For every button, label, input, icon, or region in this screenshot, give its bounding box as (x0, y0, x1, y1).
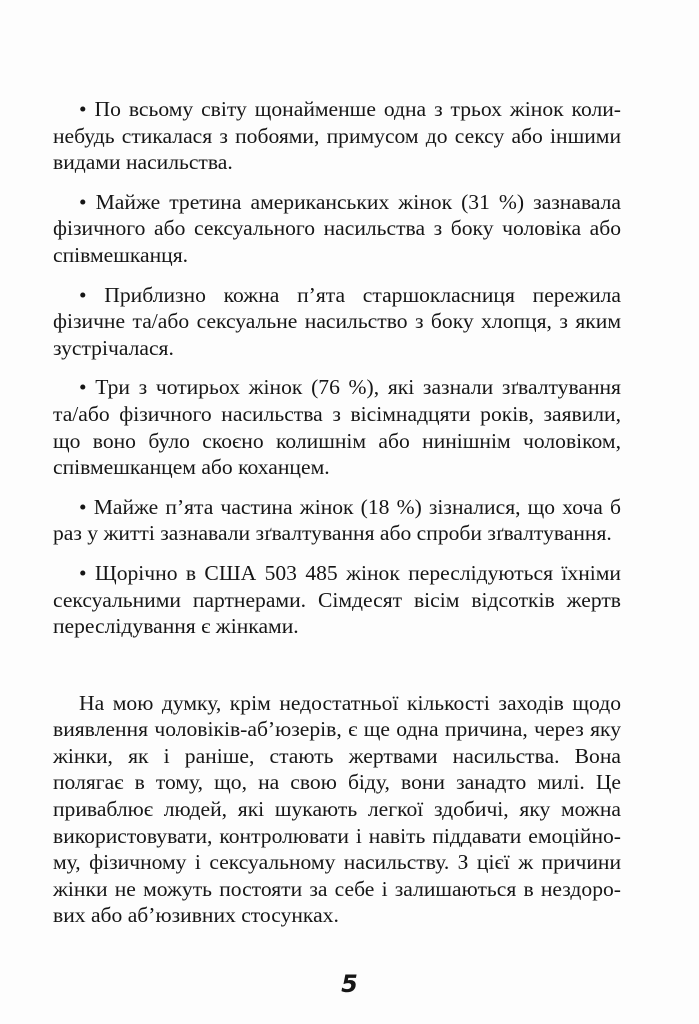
text-column (53, 96, 621, 929)
statistic-item: • Щорічно в США 503 485 жінок переслідуються їхніми сексуальними партнерами. Сімдесят вісім відсотків жертв переслідування є жінками. (53, 560, 621, 639)
body-paragraph: На мою думку, крім недостатньої кількості заходів щодо виявлення чоловіків-аб’юзерів, є ще одна причина, через яку жінки, як і раніше, стають жертвами насильства. Вона полягає в тому, що, на свою біду, вони занадто милі. Це приваблює людей, які шукають легкої здобичі, яку можна використовувати, контролювати і навіть піддавати емоційному, фізичному і сексуальному насильству. З цієї ж причини жінки не можуть постояти за себе і залишаються в нездорових або аб’юзивних стосунках. (53, 690, 621, 928)
statistic-item: • Приблизно кожна п’ята старшокласниця пережила фізичне та/або сексуальне насильство з боку хлопця, з яким зустрічалася. (53, 282, 621, 360)
statistic-item: • Майже третина американських жінок (31 %) зазнавала фізичного або сексуального насильства з боку чоловіка або співмешканця. (53, 189, 621, 267)
statistic-item: • Три з чотирьох жінок (76 %), які зазнали зґвалтування та/або фізичного насильства з вісімнадцяти років, заявили, що воно було скоєно колишнім або нинішнім чоловіком, співмешканцем або коханцем. (53, 375, 621, 480)
statistics-list (53, 96, 621, 640)
page-number: 5 (341, 970, 358, 998)
statistic-item: • По всьому світу щонайменше одна з трьох жінок коли-небудь стикалася з побоями, примусом до сексу або іншими видами насильства. (53, 97, 621, 175)
statistic-item: • Майже п’ята частина жінок (18 %) зізналися, що хоча б раз у житті зазнавали зґвалтування або спроби зґвалтування. (53, 494, 621, 546)
